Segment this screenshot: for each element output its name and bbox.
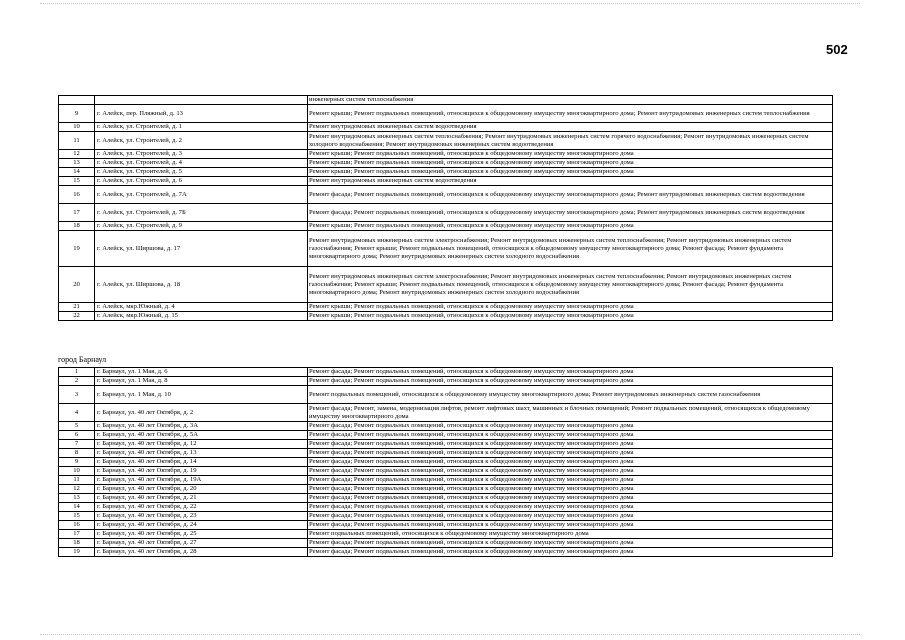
table-row [59, 177, 833, 186]
work-types-cell: Ремонт фасада; Ремонт подвальных помещений, относящихся к общедомовому имуществу многоквартирного дома; Ремонт внутридомовых инженерных систем водоотведения [308, 204, 833, 222]
row-number: 20 [59, 267, 95, 303]
address-cell: г. Барнаул, ул. 40 лет Октября, д. 14 [95, 458, 308, 467]
work-types-cell: Ремонт внутридомовых инженерных систем водоотведения [308, 177, 833, 186]
address-cell: г. Барнаул, ул. 40 лет Октября, д. 19 [95, 467, 308, 476]
address-cell: г. Барнаул, ул. 40 лет Октября, д. 23 [95, 512, 308, 521]
address-cell: г. Барнаул, ул. 1 Мая, д. 8 [95, 377, 308, 386]
row-number [59, 96, 95, 105]
row-number: 11 [59, 476, 95, 485]
work-types-cell: Ремонт крыши; Ремонт подвальных помещений, относящихся к общедомовому имуществу многоквартирного дома [308, 159, 833, 168]
row-number: 19 [59, 548, 95, 557]
address-cell: г. Барнаул, ул. 40 лет Октября, д. 3А [95, 422, 308, 431]
work-types-cell: Ремонт крыши; Ремонт подвальных помещений, относящихся к общедомовому имуществу многоквартирного дома [308, 303, 833, 312]
row-number: 14 [59, 168, 95, 177]
table-row [59, 431, 833, 440]
table-row [59, 530, 833, 539]
table-row [59, 377, 833, 386]
section-title: город Барнаул [58, 355, 107, 364]
row-number: 16 [59, 186, 95, 204]
address-cell: г. Алейск, мкр.Южный, д. 15 [95, 312, 308, 321]
row-number: 17 [59, 204, 95, 222]
row-number: 9 [59, 105, 95, 123]
row-number: 13 [59, 159, 95, 168]
address-cell: г. Барнаул, ул. 40 лет Октября, д. 25 [95, 530, 308, 539]
table-row [59, 494, 833, 503]
work-types-cell: инженерных систем теплоснабжения [308, 96, 833, 105]
table-row [59, 368, 833, 377]
row-number: 11 [59, 132, 95, 150]
work-types-cell: Ремонт фасада; Ремонт подвальных помещений, относящихся к общедомовому имуществу многоквартирного дома [308, 431, 833, 440]
address-cell: г. Барнаул, ул. 40 лет Октября, д. 27 [95, 539, 308, 548]
work-types-cell: Ремонт крыши; Ремонт подвальных помещений, относящихся к общедомовому имуществу многоквартирного дома [308, 150, 833, 159]
scan-artifact-top [40, 3, 860, 4]
table-row [59, 404, 833, 422]
row-number: 7 [59, 440, 95, 449]
address-cell: г. Барнаул, ул. 40 лет Октября, д. 13 [95, 449, 308, 458]
row-number: 3 [59, 386, 95, 404]
table-row [59, 458, 833, 467]
row-number: 14 [59, 503, 95, 512]
address-cell: г. Алейск, ул. Строителей, д. 7А [95, 186, 308, 204]
address-cell: г. Алейск, ул. Строителей, д. 1 [95, 123, 308, 132]
address-cell: г. Барнаул, ул. 40 лет Октября, д. 12 [95, 440, 308, 449]
row-number: 2 [59, 377, 95, 386]
work-types-cell: Ремонт фасада; Ремонт подвальных помещений, относящихся к общедомовому имуществу многоквартирного дома [308, 368, 833, 377]
address-cell: г. Барнаул, ул. 40 лет Октября, д. 2 [95, 404, 308, 422]
table-row [59, 105, 833, 123]
table-row [59, 467, 833, 476]
table-row [59, 303, 833, 312]
address-cell: г. Алейск, ул. Ширшова, д. 17 [95, 231, 308, 267]
table-row [59, 159, 833, 168]
table-row [59, 168, 833, 177]
table-row [59, 449, 833, 458]
work-types-cell: Ремонт фасада; Ремонт подвальных помещений, относящихся к общедомовому имуществу многоквартирного дома [308, 512, 833, 521]
work-types-cell: Ремонт фасада; Ремонт подвальных помещений, относящихся к общедомовому имуществу многоквартирного дома [308, 476, 833, 485]
work-types-cell: Ремонт внутридомовых инженерных систем электроснабжения; Ремонт внутридомовых инженерных систем теплоснабжения; Ремонт внутридомовых инженерных систем газоснабжения; Ремонт крыши; Ремонт подвальных помещений, относящихся к общедомовому имуществу многоквартирного дома; Ремонт фасада; Ремонт фундамента многоквартирного дома; Ремонт внутридомовых инженерных систем холодного водоснабжения [308, 231, 833, 267]
row-number: 12 [59, 485, 95, 494]
address-cell: г. Алейск, ул. Строителей, д. 9 [95, 222, 308, 231]
table-row [59, 485, 833, 494]
table-row [59, 422, 833, 431]
scan-artifact-bottom [40, 634, 860, 635]
address-cell: г. Барнаул, ул. 40 лет Октября, д. 24 [95, 521, 308, 530]
table-row [59, 186, 833, 204]
work-types-cell: Ремонт крыши; Ремонт подвальных помещений, относящихся к общедомовому имуществу многоквартирного дома; Ремонт внутридомовых инженерных систем теплоснабжения [308, 105, 833, 123]
table-row [59, 123, 833, 132]
row-number: 16 [59, 521, 95, 530]
alejsk-table [58, 95, 833, 321]
address-cell: г. Алейск, ул. Ширшова, д. 18 [95, 267, 308, 303]
work-types-cell: Ремонт фасада; Ремонт подвальных помещений, относящихся к общедомовому имуществу многоквартирного дома [308, 548, 833, 557]
table-row [59, 132, 833, 150]
barnaul-table [58, 367, 833, 557]
table-row [59, 548, 833, 557]
row-number: 17 [59, 530, 95, 539]
row-number: 10 [59, 123, 95, 132]
table-row [59, 521, 833, 530]
address-cell: г. Барнаул, ул. 1 Мая, д. 6 [95, 368, 308, 377]
work-types-cell: Ремонт фасада; Ремонт подвальных помещений, относящихся к общедомовому имуществу многоквартирного дома [308, 503, 833, 512]
row-number: 15 [59, 512, 95, 521]
work-types-cell: Ремонт фасада; Ремонт подвальных помещений, относящихся к общедомовому имуществу многоквартирного дома [308, 485, 833, 494]
row-number: 18 [59, 222, 95, 231]
table-row [59, 222, 833, 231]
address-cell: г. Барнаул, ул. 40 лет Октября, д. 5А [95, 431, 308, 440]
work-types-cell: Ремонт крыши; Ремонт подвальных помещений, относящихся к общедомовому имуществу многоквартирного дома [308, 222, 833, 231]
row-number: 15 [59, 177, 95, 186]
row-number: 12 [59, 150, 95, 159]
address-cell: г. Алейск, ул. Строителей, д. 3 [95, 150, 308, 159]
address-cell: г. Алейск, ул. Строителей, д. 7Б [95, 204, 308, 222]
work-types-cell: Ремонт крыши; Ремонт подвальных помещений, относящихся к общедомовому имуществу многоквартирного дома [308, 168, 833, 177]
work-types-cell: Ремонт фасада; Ремонт подвальных помещений, относящихся к общедомовому имуществу многоквартирного дома; Ремонт внутридомовых инженерных систем водоотведения [308, 186, 833, 204]
address-cell: г. Барнаул, ул. 40 лет Октября, д. 22 [95, 503, 308, 512]
work-types-cell: Ремонт фасада; Ремонт, замена, модернизация лифтов, ремонт лифтовых шахт, машинных и блочных помещений; Ремонт подвальных помещений, относящихся к общедомовому имуществу многоквартирного дома [308, 404, 833, 422]
work-types-cell: Ремонт фасада; Ремонт подвальных помещений, относящихся к общедомовому имуществу многоквартирного дома [308, 494, 833, 503]
address-cell: г. Барнаул, ул. 1 Мая, д. 10 [95, 386, 308, 404]
address-cell: г. Алейск, ул. Строителей, д. 2 [95, 132, 308, 150]
page-number: 502 [826, 42, 848, 57]
row-number: 8 [59, 449, 95, 458]
work-types-cell: Ремонт фасада; Ремонт подвальных помещений, относящихся к общедомовому имуществу многоквартирного дома [308, 422, 833, 431]
address-cell: г. Барнаул, ул. 40 лет Октября, д. 28 [95, 548, 308, 557]
table-row [59, 96, 833, 105]
table-row [59, 204, 833, 222]
work-types-cell: Ремонт внутридомовых инженерных систем теплоснабжения; Ремонт внутридомовых инженерных систем горячего водоснабжения; Ремонт внутридомовых инженерных систем холодного водоснабжения; Ремонт внутридомовых инженерных систем водоотведения [308, 132, 833, 150]
table-row [59, 231, 833, 267]
table-row [59, 539, 833, 548]
address-cell: г. Барнаул, ул. 40 лет Октября, д. 20 [95, 485, 308, 494]
row-number: 5 [59, 422, 95, 431]
work-types-cell: Ремонт фасада; Ремонт подвальных помещений, относящихся к общедомовому имуществу многоквартирного дома [308, 377, 833, 386]
address-cell: г. Алейск, ул. Строителей, д. 6 [95, 177, 308, 186]
work-types-cell: Ремонт подвальных помещений, относящихся к общедомовому имуществу многоквартирного дома [308, 530, 833, 539]
row-number: 6 [59, 431, 95, 440]
row-number: 22 [59, 312, 95, 321]
work-types-cell: Ремонт подвальных помещений, относящихся к общедомовому имуществу многоквартирного дома; Ремонт внутридомовых инженерных систем газоснабжения [308, 386, 833, 404]
work-types-cell: Ремонт фасада; Ремонт подвальных помещений, относящихся к общедомовому имуществу многоквартирного дома [308, 467, 833, 476]
row-number: 13 [59, 494, 95, 503]
work-types-cell: Ремонт фасада; Ремонт подвальных помещений, относящихся к общедомовому имуществу многоквартирного дома [308, 521, 833, 530]
row-number: 4 [59, 404, 95, 422]
row-number: 21 [59, 303, 95, 312]
work-types-cell: Ремонт крыши; Ремонт подвальных помещений, относящихся к общедомовому имуществу многоквартирного дома [308, 312, 833, 321]
table-row [59, 476, 833, 485]
work-types-cell: Ремонт внутридомовых инженерных систем водоотведения [308, 123, 833, 132]
table-row [59, 503, 833, 512]
row-number: 9 [59, 458, 95, 467]
barnaul-table-body [59, 368, 833, 557]
row-number: 1 [59, 368, 95, 377]
table-row [59, 512, 833, 521]
address-cell: г. Алейск, мкр.Южный, д. 4 [95, 303, 308, 312]
work-types-cell: Ремонт внутридомовых инженерных систем электроснабжения; Ремонт внутридомовых инженерных систем теплоснабжения; Ремонт внутридомовых инженерных систем газоснабжения; Ремонт крыши; Ремонт подвальных помещений, относящихся к общедомовому имуществу многоквартирного дома; Ремонт фасада; Ремонт фундамента многоквартирного дома; Ремонт внутридомовых инженерных систем холодного водоснабжения [308, 267, 833, 303]
row-number: 10 [59, 467, 95, 476]
row-number: 18 [59, 539, 95, 548]
work-types-cell: Ремонт фасада; Ремонт подвальных помещений, относящихся к общедомовому имуществу многоквартирного дома [308, 440, 833, 449]
address-cell: г. Барнаул, ул. 40 лет Октября, д. 19А [95, 476, 308, 485]
table-row [59, 150, 833, 159]
address-cell: г. Алейск, ул. Строителей, д. 5 [95, 168, 308, 177]
table-row [59, 386, 833, 404]
work-types-cell: Ремонт фасада; Ремонт подвальных помещений, относящихся к общедомовому имуществу многоквартирного дома [308, 458, 833, 467]
work-types-cell: Ремонт фасада; Ремонт подвальных помещений, относящихся к общедомовому имуществу многоквартирного дома [308, 539, 833, 548]
table-row [59, 440, 833, 449]
alejsk-table-body [59, 96, 833, 321]
address-cell: г. Алейск, ул. Строителей, д. 4 [95, 159, 308, 168]
address-cell: г. Барнаул, ул. 40 лет Октября, д. 21 [95, 494, 308, 503]
table-row [59, 267, 833, 303]
table-row [59, 312, 833, 321]
work-types-cell: Ремонт фасада; Ремонт подвальных помещений, относящихся к общедомовому имуществу многоквартирного дома [308, 449, 833, 458]
address-cell: г. Алейск, пер. Пляжный, д. 13 [95, 105, 308, 123]
row-number: 19 [59, 231, 95, 267]
address-cell [95, 96, 308, 105]
